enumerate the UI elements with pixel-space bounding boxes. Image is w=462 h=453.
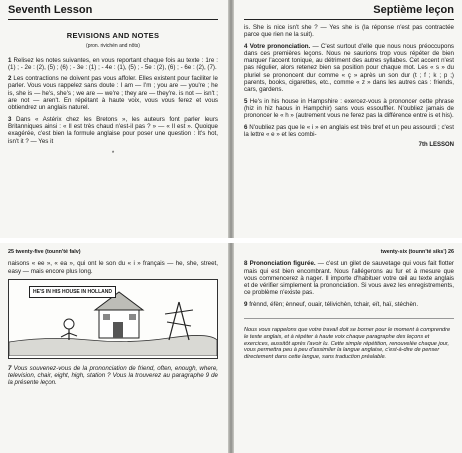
page-number-header: 25 twenty-five (tounn'té faïv) [8, 249, 81, 255]
paragraph-text: — C'est surtout d'elle que nous nous préoccupons dans ces premières leçons. Nous ne saurions trop vous répéter de bien marquer l'accent tonique, au détriment des autres syllabes. Cet accent n'est pas régulier, alors retenez bien sa position pour chaque mot. Les « s » du pluriel se prononcent dur comme « ç » après un son dur (t ; f ; k ; p ;) parents, books, cigarettes, etc., comme « z » dans les autres cas : friends, cars, gardens. [244, 42, 454, 94]
intro-text: naisons « ee », « ea », qui ont le son du « i » français — he, she, street, easy — mais encore plus long. [8, 260, 218, 275]
paragraph-text: Dans « Astérix chez les Bretons », les auteurs font parler leurs Britanniques ainsi : « Il est très chaud n'est-il pas ? » — « Il est ». Quoique exagérée, c'est bien la formule anglaise pour poser une question : It's hot, isn't it ? — Yes it [8, 115, 218, 145]
cartoon-illustration [8, 279, 218, 359]
lesson-signature: 7th LESSON [418, 142, 454, 149]
paragraph-2 [8, 75, 218, 111]
paragraph-text: N'oubliez pas que le « i » en anglais est très bref et un peu assourdi ; c'est la lettre « e » et les combi- [244, 123, 454, 138]
paragraph-text: He's in his house in Hampshire : exercez-vous à prononcer cette phrase (hiz in hiz haous in Hampchir) sans vous essouffler. N'oubliez jamais de prononcer le « h » (autrement vous ne ferez pas la différence entre is et his). [244, 97, 454, 120]
paragraph-text: Les contractions ne doivent pas vous affoler. Elles existent pour faciliter le parler. Vous vous rappelez sans doute : I am — I'm ; you are — you're ; he is, she is — he's, she's ; we are — we're ; they are — they're. is not — isn't ; are not — aren't. En répétant à haute voix, vous vous ferez et vous obtiendrez un anglais naturel. [8, 75, 218, 112]
paragraph-number: 8 [244, 260, 248, 268]
paragraph-7 [8, 365, 218, 387]
paragraph-5 [244, 98, 454, 120]
lesson-heading-fr: Septième leçon [244, 0, 454, 20]
paragraph-8 [244, 260, 454, 296]
paragraph-number: 7 [8, 364, 12, 372]
paragraph-text: Relisez les notes suivantes, en vous reportant chaque fois au texte : 1re : (1) ; - 2e : (2), (5) ; (6) ; - 3e : (1) ; - 4e : (1), (5) ; - 5e : (2), (6) ; - 6e : (2), (7). [8, 56, 218, 71]
paragraph-9 [244, 301, 454, 308]
bottom-spread [0, 243, 462, 453]
study-note: Nous vous rappelons que votre travail doit se borner pour le moment à comprendre le texte anglais, et à répéter à haute voix chaque paragraphe des leçons et exercices, aussitôt après l'avoir lu. Cette simple répétition, renouvelée chaque jour, vous permettra peu à peu d'assimiler la langue anglaise, c'est-à-dire de penser directement dans cette langue, sans traduction préalable. [244, 318, 454, 361]
paragraph-number: 4 [244, 42, 248, 50]
top-right-page [234, 0, 462, 238]
lesson-heading-en: Seventh Lesson [8, 0, 218, 20]
paragraph-text: Vous souvenez-vous de la prononciation de friend, often, enough, where, television, chair, eight, high, station ? Vous la trouverez au paragraphe 9 de la présente leçon. [8, 364, 218, 387]
paragraph-number: 5 [244, 97, 248, 105]
paragraph-number: 6 [244, 123, 248, 131]
paragraph-number: 1 [8, 56, 12, 64]
paragraph-text: — c'est un gilet de sauvetage qui vous fait flotter mais qui est bien encombrant. Nous l'allégerons au fur et à mesure que vous commencerez à nager. Il importe d'habituer votre œil au texte anglais et de vérifier simplement la prononciation. Si vous avez les enregistrements, ce problème n'existe pas. [244, 260, 454, 297]
bottom-right-page [234, 243, 462, 453]
section-title: REVISIONS AND NOTES [66, 31, 160, 40]
paragraph-number: 9 [244, 300, 248, 308]
pronunciation-hint: (pron. rivichén and nôts) [86, 43, 140, 50]
paragraph-6 [244, 124, 454, 139]
cartoon-sign: HE'S IN HIS HOUSE IN HOLLAND [29, 286, 116, 298]
continuation-text: is. She is nice isn't she ? — Yes she is (la réponse n'est pas contractée parce que rien ne la suit). [244, 24, 454, 39]
bottom-left-page [0, 243, 228, 453]
paragraph-4 [244, 43, 454, 94]
paragraph-3 [8, 116, 218, 145]
paragraph-number: 3 [8, 115, 12, 123]
page-number-header: twenty-six (tounn'té siks') 26 [380, 249, 454, 255]
top-left-page [0, 0, 228, 238]
paragraph-label: Votre prononciation. [249, 42, 311, 50]
paragraph-label: Prononciation figurée. [249, 260, 316, 268]
paragraph-number: 2 [8, 75, 12, 83]
paragraph-text: frènnd, éfèn; ènneuf, ouair, télivichèn, tchair, eït, haï, stéchèn. [249, 300, 419, 308]
page-end-marker: * [111, 150, 115, 157]
paragraph-1 [8, 57, 218, 72]
